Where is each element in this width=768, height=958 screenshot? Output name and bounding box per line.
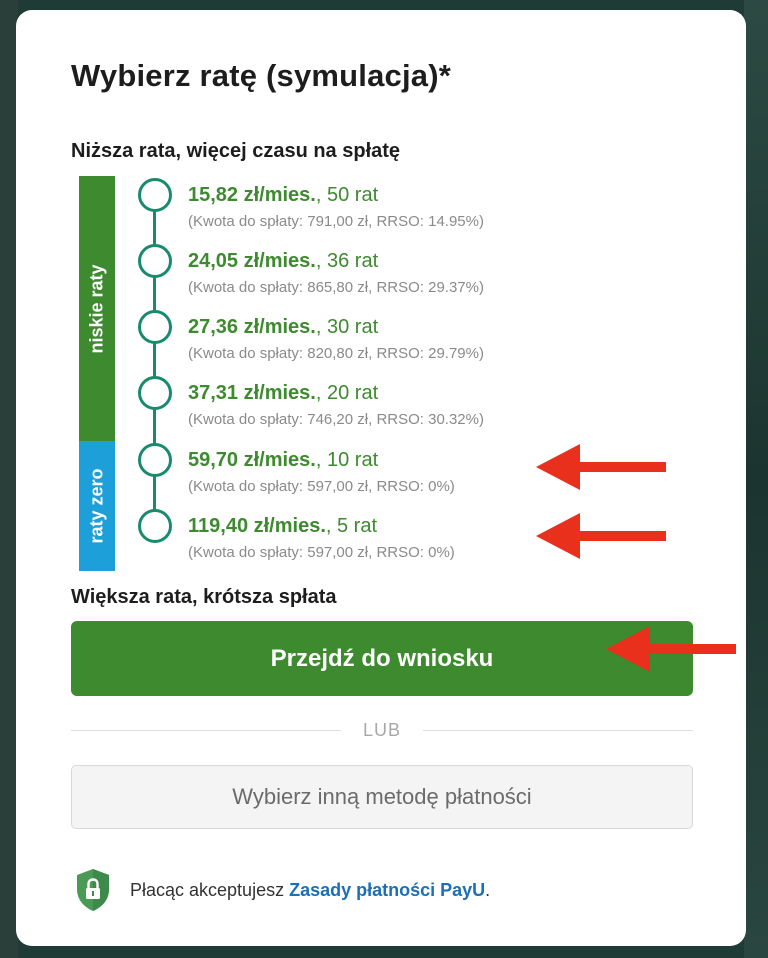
installment-option-20[interactable] (188, 382, 484, 428)
option-details: (Kwota do spłaty: 597,00 zł, RRSO: 0%) (188, 544, 455, 561)
option-details: (Kwota do spłaty: 865,80 zł, RRSO: 29.37%) (188, 279, 484, 296)
divider-right (423, 730, 693, 731)
installment-option-5[interactable] (188, 515, 455, 561)
terms-text: Płacąc akceptujesz (130, 879, 290, 900)
or-separator: LUB (362, 720, 401, 740)
divider-left (71, 730, 341, 731)
band-zero-label: raty zero (86, 468, 107, 544)
option-count: , 30 rat (315, 316, 379, 338)
option-radio-10[interactable] (138, 443, 172, 477)
option-count: , 50 rat (315, 184, 379, 206)
red-arrow-icon (536, 513, 668, 559)
shield-lock-icon (74, 867, 112, 913)
option-details: (Kwota do spłaty: 791,00 zł, RRSO: 14.95%) (188, 213, 484, 230)
payu-terms-link[interactable]: Zasady płatności PayU (289, 879, 486, 900)
option-details: (Kwota do spłaty: 820,80 zł, RRSO: 29.79%) (188, 345, 484, 362)
installment-option-10[interactable] (188, 449, 455, 495)
option-radio-30[interactable] (138, 310, 172, 344)
hint-lower-installment: Niższa rata, więcej czasu na spłatę (71, 140, 401, 162)
option-radio-36[interactable] (138, 244, 172, 278)
option-radio-5[interactable] (138, 509, 172, 543)
terms-footer (74, 867, 490, 913)
installment-option-50[interactable] (188, 184, 484, 230)
option-count: , 10 rat (315, 449, 379, 471)
option-count: , 5 rat (325, 515, 378, 537)
installment-option-30[interactable] (188, 316, 484, 362)
proceed-to-application-button[interactable]: Przejdź do wniosku (71, 621, 693, 696)
option-count: , 20 rat (315, 382, 379, 404)
band-low-label: niskie raty (86, 263, 107, 354)
option-radio-20[interactable] (138, 376, 172, 410)
hint-higher-installment: Większa rata, krótsza spłata (71, 586, 337, 608)
option-amount: 15,82 zł/mies. (188, 184, 316, 206)
option-amount: 27,36 zł/mies. (188, 316, 316, 338)
red-arrow-icon (606, 626, 738, 672)
option-amount: 119,40 zł/mies. (188, 515, 326, 537)
option-details: (Kwota do spłaty: 746,20 zł, RRSO: 30.32%) (188, 411, 484, 428)
terms-suffix: . (485, 879, 491, 900)
option-amount: 24,05 zł/mies. (188, 250, 316, 272)
dialog-title: Wybierz ratę (symulacja)* (71, 58, 452, 93)
installment-dialog (16, 10, 746, 946)
choose-other-payment-button[interactable]: Wybierz inną metodę płatności (71, 765, 693, 829)
red-arrow-icon (536, 444, 668, 490)
option-radio-50[interactable] (138, 178, 172, 212)
option-amount: 59,70 zł/mies. (188, 449, 316, 471)
installment-option-36[interactable] (188, 250, 484, 296)
band-low-installments (79, 176, 115, 441)
option-count: , 36 rat (315, 250, 379, 272)
background-right (744, 0, 768, 958)
band-zero-installments (79, 441, 115, 571)
option-details: (Kwota do spłaty: 597,00 zł, RRSO: 0%) (188, 478, 455, 495)
option-amount: 37,31 zł/mies. (188, 382, 316, 404)
